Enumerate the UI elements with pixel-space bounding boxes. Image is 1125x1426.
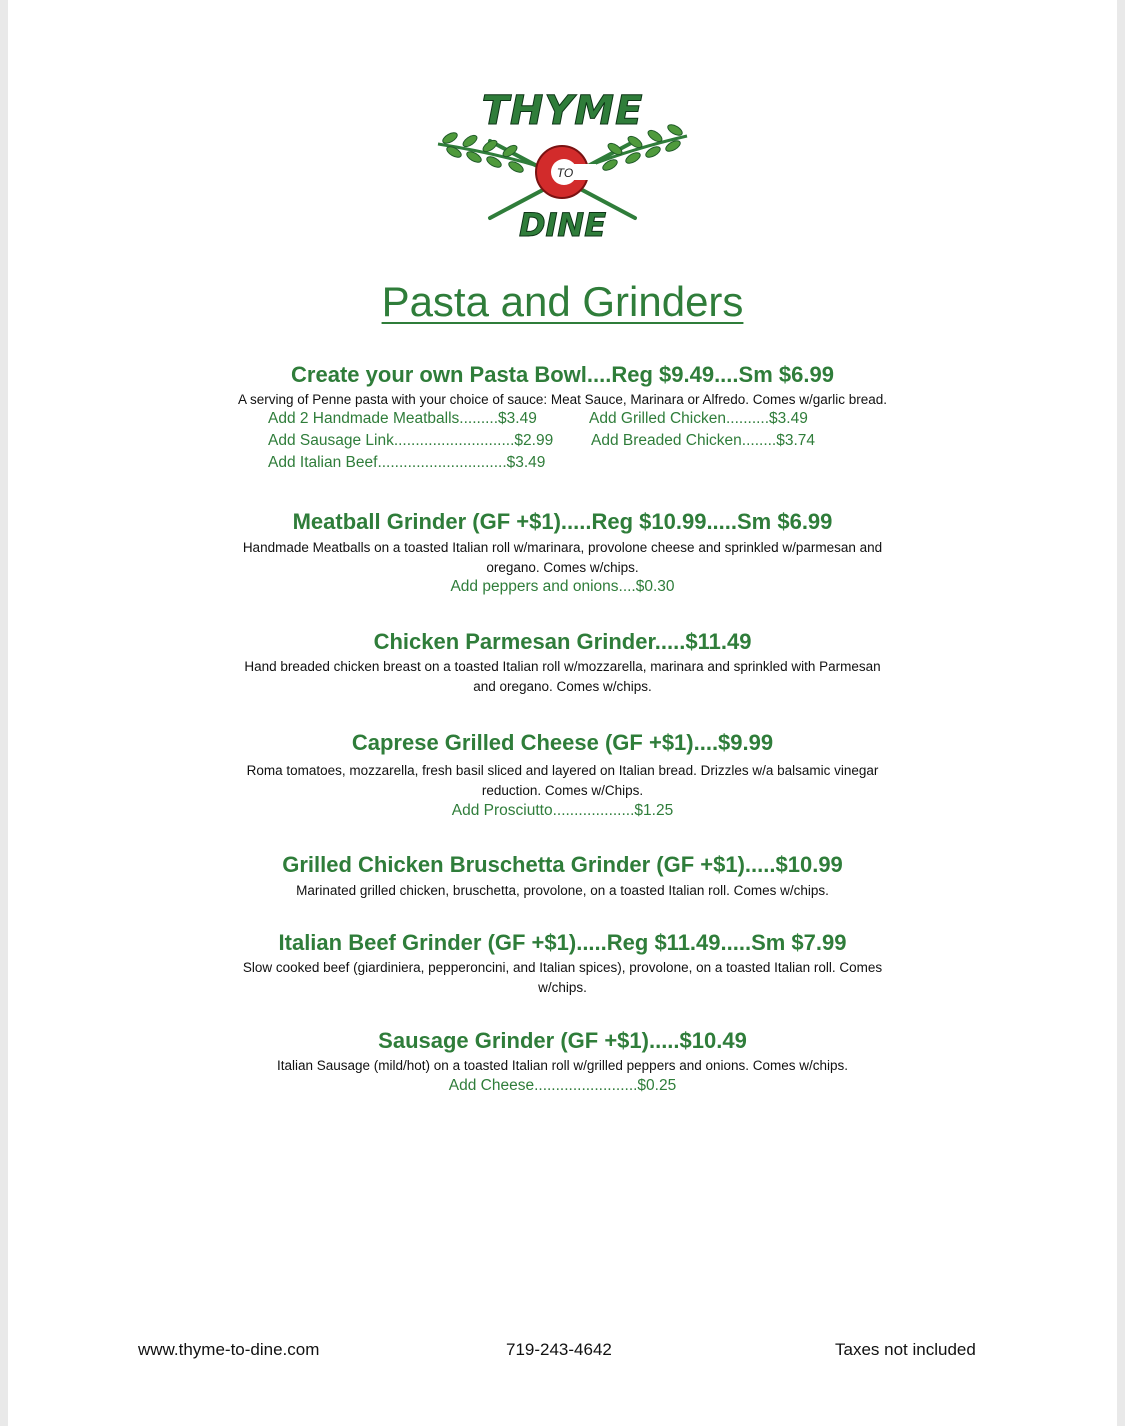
item-description: w/chips. (538, 980, 587, 995)
item-heading: Chicken Parmesan Grinder.....$11.49 (373, 629, 752, 654)
logo-to: TO (556, 166, 574, 180)
item-description: Hand breaded chicken breast on a toasted Italian roll w/mozzarella, marinara and sprinkled with Parmesan (244, 659, 881, 674)
item-heading: Create your own Pasta Bowl....Reg $9.49....Sm $6.99 (291, 362, 834, 387)
addon-italian-beef: Add Italian Beef..............................$3.49 (268, 454, 546, 471)
addon-sausage: Add Sausage Link............................$2.99 (268, 432, 554, 449)
logo-line2: DINE (518, 206, 607, 244)
item-heading: Italian Beef Grinder (GF +$1).....Reg $11.49.....Sm $7.99 (278, 930, 847, 955)
item-description: and oregano. Comes w/chips. (473, 679, 652, 694)
logo-line1: THYME (481, 88, 644, 134)
item-addon: Add peppers and onions....$0.30 (450, 578, 675, 595)
item-heading: Grilled Chicken Bruschetta Grinder (GF +$1).....$10.99 (282, 852, 843, 877)
footer-taxes: Taxes not included (835, 1340, 976, 1359)
item-heading: Meatball Grinder (GF +$1).....Reg $10.99.....Sm $6.99 (292, 509, 833, 534)
item-description: Marinated grilled chicken, bruschetta, provolone, on a toasted Italian roll. Comes w/chips. (296, 883, 829, 898)
item-description: Handmade Meatballs on a toasted Italian roll w/marinara, provolone cheese and sprinkled w/parmesan and (242, 540, 883, 555)
page-title: Pasta and Grinders (381, 278, 744, 325)
item-heading: Caprese Grilled Cheese (GF +$1)....$9.99 (351, 730, 774, 755)
item-addon: Add Prosciutto...................$1.25 (451, 802, 674, 819)
item-description: A serving of Penne pasta with your choice of sauce: Meat Sauce, Marinara or Alfredo. Comes w/garlic bread. (237, 392, 888, 407)
addon-breaded-chicken: Add Breaded Chicken........$3.74 (591, 432, 816, 449)
footer-phone[interactable]: 719-243-4642 (506, 1340, 612, 1359)
logo (430, 86, 695, 251)
addon-meatballs: Add 2 Handmade Meatballs.........$3.49 (268, 410, 537, 427)
addon-grilled-chicken: Add Grilled Chicken..........$3.49 (589, 410, 808, 427)
item-description: oregano. Comes w/chips. (486, 560, 639, 575)
footer-website[interactable]: www.thyme-to-dine.com (138, 1340, 320, 1359)
item-description: Roma tomatoes, mozzarella, fresh basil sliced and layered on Italian bread. Drizzles w/a balsamic vinegar (246, 763, 879, 778)
item-description: reduction. Comes w/Chips. (481, 783, 644, 798)
item-description: Italian Sausage (mild/hot) on a toasted Italian roll w/grilled peppers and onions. Comes w/chips. (276, 1058, 849, 1073)
item-heading: Sausage Grinder (GF +$1).....$10.49 (378, 1028, 747, 1053)
item-addon: Add Cheese........................$0.25 (448, 1077, 677, 1094)
item-description: Slow cooked beef (giardiniera, pepperoncini, and Italian spices), provolone, on a toasted Italian roll. Comes (242, 960, 883, 975)
